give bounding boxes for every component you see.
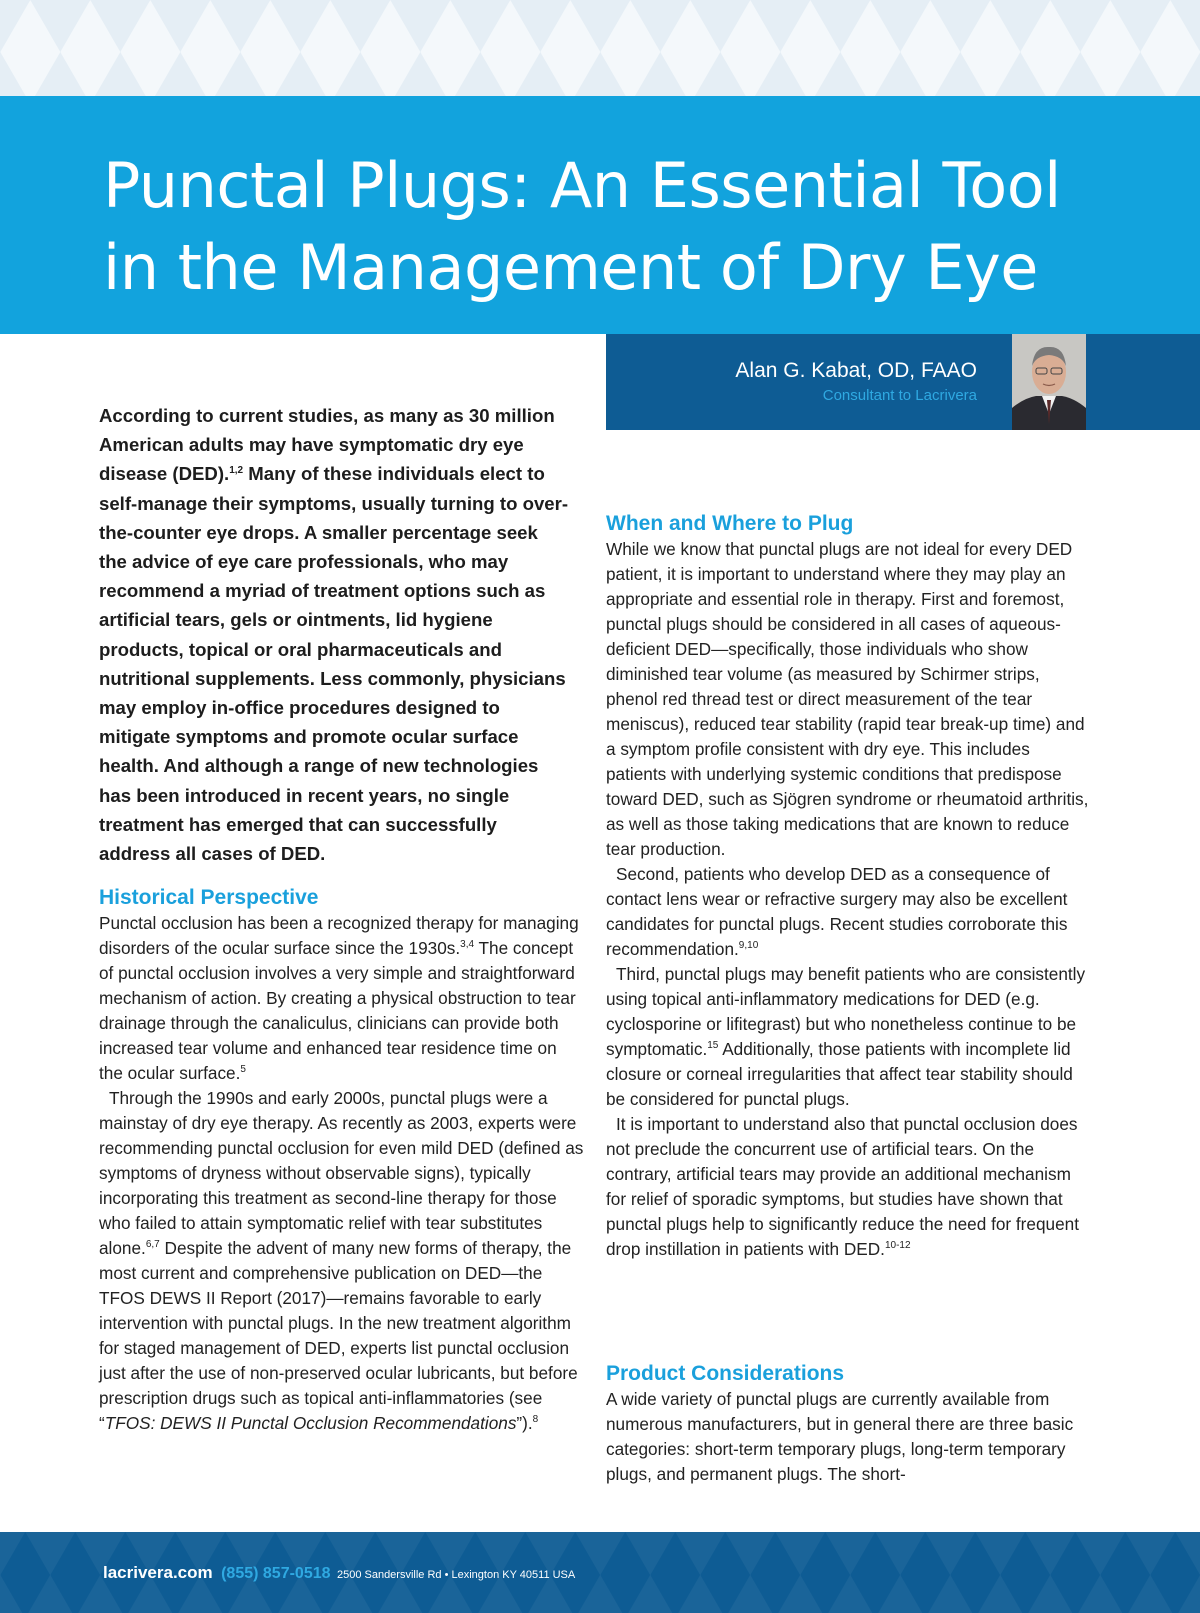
when-where-paragraph-4: It is important to understand also that punctal occlusion does not preclude the concurrent use of artificial tears. On the contrary, artificial tears may provide an additional mechanism for relief of sporadic symptoms, but studies have shown that punctal plugs help to significantly reduce the need for frequent drop instillation in patients with DED.$^{10-12}$ (606, 1114, 1079, 1259)
title-line-2: in the Management of Dry Eye (103, 231, 1038, 304)
product-heading: Product Considerations (606, 1362, 845, 1385)
when-where-section (606, 511, 1094, 1262)
author-role: Consultant to Lacrivera (822, 387, 977, 404)
when-where-paragraph-1: While we know that punctal plugs are not ideal for every DED patient, it is important to understand where they may play an appropriate and essential role in therapy. First and foremost, punctal plugs should be considered in all cases of aqueous-deficient DED—specifically, those individuals who show diminished tear volume (as measured by Schirmer strips, phenol red thread test or direct measurement of the tear meniscus), reduced tear stability (rapid tear break-up time) and a symptom profile consistent with dry eye. This includes patients with underlying systemic conditions that predispose toward DED, such as Sjögren syndrome or rheumatoid arthritis, as well as those taking medications that are known to reduce tear production. (606, 539, 1089, 859)
intro-lead: According to current studies, as many as 30 million American adults may have symptomatic dry eye disease (DED).$^{1,2}$ Many of these individuals elect to self-manage their symptoms, usually turning to over-the-counter eye drops. A smaller percentage seek the advice of eye care professionals, who may recommend a myriad of treatment options such as artificial tears, gels or ointments, lid hygiene products, topical or oral pharmaceuticals and nutritional supplements. Less commonly, physicians may employ in-office procedures designed to mitigate symptoms and promote ocular surface health. And although a range of new technologies has been introduced in recent years, no single treatment has emerged that can successfully address all cases of DED. (99, 405, 569, 865)
when-where-paragraph-2: Second, patients who develop DED as a consequence of contact lens wear or refractive surgery may also be excellent candidates for punctal plugs. Recent studies corroborate this recommendation.$^{9,10}$ (606, 864, 1068, 959)
when-where-heading: When and Where to Plug (606, 512, 854, 535)
author-name: Alan G. Kabat, OD, FAAO (735, 359, 977, 382)
product-paragraph-1: A wide variety of punctal plugs are currently available from numerous manufacturers, but in general there are three basic categories: short-term temporary plugs, long-term temporary plugs, and permanent plugs. The short- (606, 1389, 1074, 1484)
author-photo (1012, 334, 1086, 430)
historical-heading: Historical Perspective (99, 886, 319, 909)
title-line-1: Punctal Plugs: An Essential Tool (103, 149, 1061, 222)
footer-contact (103, 1563, 575, 1583)
footer-phone-link[interactable]: (855) 857-0518 (221, 1565, 331, 1582)
footer-address: 2500 Sandersville Rd • Lexington KY 40511 USA (336, 1569, 576, 1581)
historical-paragraph-2: Through the 1990s and early 2000s, punctal plugs were a mainstay of dry eye therapy. As recently as 2003, experts were recommending punctal occlusion for even mild DED (defined as symptoms of dryness without observable signs), typically incorporating this treatment as second-line therapy for those who failed to attain symptomatic relief with tear substitutes alone.$^{6,7}$ Despite the advent of many new forms of therapy, the most current and comprehensive publication on DED—the TFOS DEWS II Report (2017)—remains favorable to early intervention with punctal plugs. In the new treatment algorithm for staged management of DED, experts list punctal occlusion just after the use of non-preserved ocular lubricants, but before prescription drugs such as topical anti-inflammatories (see “TFOS: DEWS II Punctal Occlusion Recommendations”).$^8$ (99, 1088, 584, 1433)
footer-website-link[interactable]: lacrivera.com (103, 1563, 213, 1582)
when-where-paragraph-3: Third, punctal plugs may benefit patients who are consistently using topical anti-inflammatory medications for DED (e.g. cyclosporine or lifitegrast) but who nonetheless continue to be symptomatic.$^{15}$ Additionally, those patients with incomplete lid closure or corneal irregularities that affect tear stability should be considered for punctal plugs. (606, 964, 1086, 1109)
portrait-icon (1012, 334, 1086, 430)
historical-section (99, 885, 584, 1436)
header-pattern (0, 0, 1200, 96)
historical-paragraph-1: Punctal occlusion has been a recognized therapy for managing disorders of the ocular surface since the 1930s.$^{3,4}$ The concept of punctal occlusion involves a very simple and straightforward mechanism of action. By creating a physical obstruction to tear drainage through the canaliculus, clinicians can provide both increased tear volume and enhanced tear residence time on the ocular surface.$^5$ (99, 913, 579, 1083)
page-title (103, 145, 1103, 309)
product-section (606, 1361, 1094, 1487)
